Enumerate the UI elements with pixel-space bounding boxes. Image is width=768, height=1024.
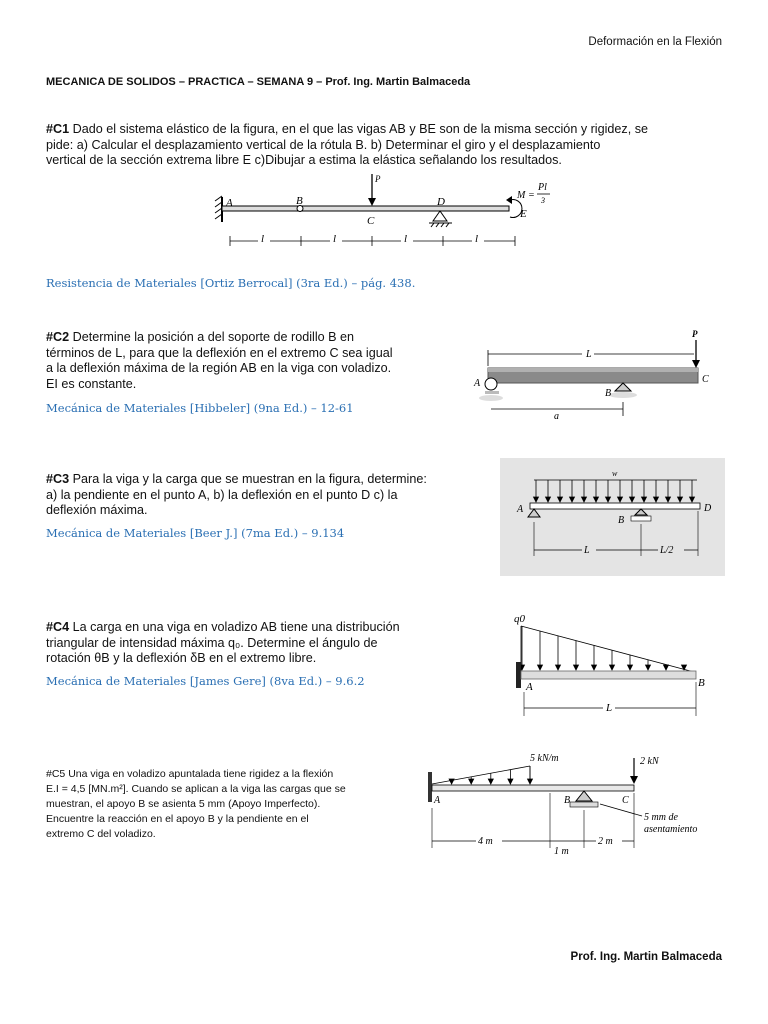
- document-title: MECANICA DE SOLIDOS – PRACTICA – SEMANA 9 – Prof. Ing. Martin Balmaceda: [46, 76, 471, 88]
- svg-text:=: =: [528, 190, 535, 201]
- figure-c1-beam: [210, 170, 550, 256]
- c5-label-a: A: [434, 795, 441, 806]
- figure-c5-propped-cantilever: [424, 748, 724, 858]
- c4-label-l: L: [606, 702, 613, 714]
- c3-label-d: D: [704, 503, 712, 514]
- c5-label-settle-2: asentamiento: [644, 824, 698, 835]
- problem-c5-text: #C5 Una viga en voladizo apuntalada tiene rigidez a la flexión E.I = 4,5 [MN.m²]. Cuando se aplican a la viga las cargas que se muestran, el apoyo B se asienta 5 mm (Apoyo Imperfecto). Encuentre la reacción en el apoyo B y la pendiente en el extremo C del voladizo.: [46, 768, 346, 840]
- c1-label-pl: Pl: [538, 182, 547, 193]
- c5-dim-1m: 1 m: [554, 846, 569, 857]
- footer-author: Prof. Ing. Martin Balmaceda: [570, 951, 722, 963]
- figure-c3-distributed-load-beam: [500, 458, 725, 576]
- problem-c4-text: #C4 La carga en una viga en voladizo AB tiene una distribución triangular de intensidad máxima q₀. Determine el ángulo de rotación θB y la deflexión δB en el extremo libre.: [46, 620, 400, 665]
- c2-label-a: A: [474, 378, 481, 389]
- c5-label-2kn: 2 kN: [640, 756, 659, 767]
- c5-label-settle-1: 5 mm de: [644, 812, 678, 823]
- c3-label-b: B: [618, 515, 625, 526]
- c2-label-l: L: [586, 349, 592, 360]
- problem-c2-reference: Mecánica de Materiales [Hibbeler] (9na Ed.) – 12-61: [46, 401, 354, 415]
- c1-label-m: M: [517, 190, 526, 201]
- c1-label-d: D: [437, 196, 445, 208]
- c3-label-a: A: [517, 504, 524, 515]
- problem-id: #C1: [46, 122, 70, 136]
- svg-text:l: l: [333, 233, 337, 245]
- c2-label-a-dim: a: [554, 411, 559, 422]
- c3-label-l: L: [584, 545, 590, 556]
- c4-label-a: A: [526, 681, 533, 693]
- c1-label-p: P: [375, 174, 381, 184]
- c5-dim-4m: 4 m: [478, 836, 493, 847]
- problem-c1-reference: Resistencia de Materiales [Ortiz Berrocal] (3ra Ed.) – pág. 438.: [46, 276, 416, 290]
- c3-label-w: w: [612, 469, 618, 478]
- c5-label-load: 5 kN/m: [530, 753, 559, 764]
- problem-c1-text: #C1 Dado el sistema elástico de la figura, en el que las vigas AB y BE son de la misma sección y rigidez, se pide: a) Calcular el desplazamiento vertical de la rótula B. b) Determinar el giro y el desplazamiento vertical de la sección extrema libre E c)Dibujar a estima la elástica señalando los resultados.: [46, 122, 649, 167]
- c4-label-q0: q0: [514, 613, 525, 625]
- c1-label-b: B: [296, 195, 303, 207]
- problem-c3-text: #C3 Para la viga y la carga que se muestran en la figura, determine: a) la pendiente en el punto A, b) la deflexión en el punto D c) la deflexión máxima.: [46, 472, 427, 517]
- c1-label-c: C: [367, 215, 375, 227]
- problem-id: #C5: [46, 768, 66, 780]
- problem-id: #C2: [46, 330, 70, 344]
- c3-label-l2: L/2: [660, 545, 674, 556]
- problem-c4-reference: Mecánica de Materiales [James Gere] (8va Ed.) – 9.6.2: [46, 674, 365, 688]
- svg-text:l: l: [404, 233, 408, 245]
- c2-label-p: P: [692, 329, 698, 339]
- c2-label-b: B: [605, 388, 612, 399]
- c1-label-a: A: [226, 197, 233, 209]
- svg-text:l: l: [261, 233, 265, 245]
- c5-dim-2m: 2 m: [598, 836, 613, 847]
- c5-label-c: C: [622, 795, 629, 806]
- problem-c3-reference: Mecánica de Materiales [Beer J.] (7ma Ed.) – 9.134: [46, 526, 345, 540]
- figure-c4-triangular-load-cantilever: [508, 608, 718, 718]
- figure-c2-overhang-beam: [466, 324, 726, 424]
- c4-label-b: B: [698, 677, 705, 689]
- problem-c2-text: #C2 Determine la posición a del soporte de rodillo B en términos de L, para que la deflexión en el extremo C sea igual a la deflexión máxima de la región AB en la viga con voladizo. EI es constante.: [46, 330, 393, 391]
- problem-id: #C3: [46, 472, 70, 486]
- c1-label-3: 3: [541, 196, 545, 205]
- c5-label-b: B: [564, 795, 571, 806]
- c2-label-c: C: [702, 374, 709, 385]
- svg-text:l: l: [475, 233, 479, 245]
- problem-id: #C4: [46, 620, 70, 634]
- c1-label-e: E: [520, 208, 527, 220]
- running-header: Deformación en la Flexión: [588, 36, 722, 48]
